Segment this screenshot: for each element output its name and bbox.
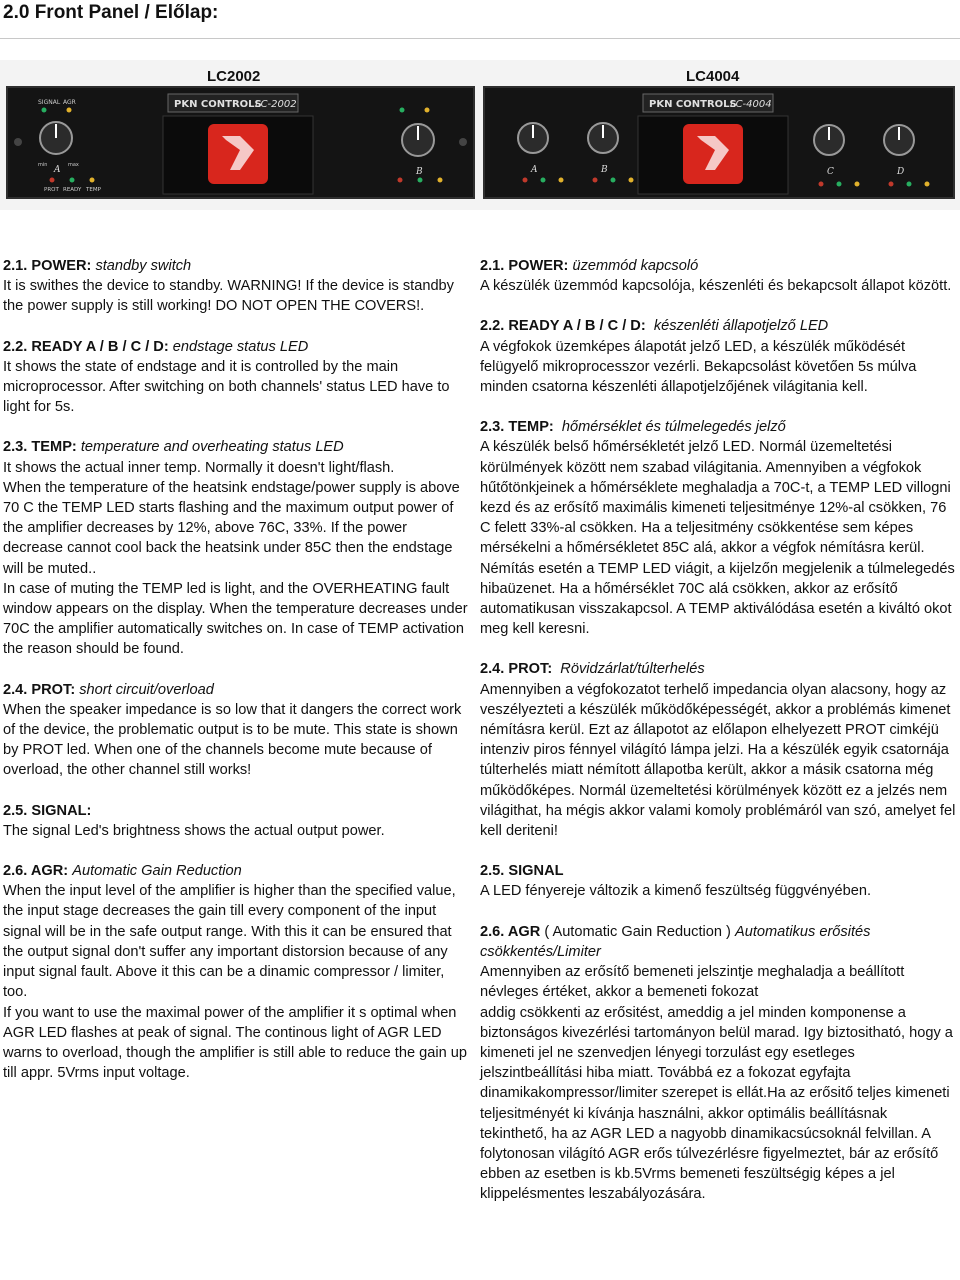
- brand-plate: PKN CONTROLS: [174, 99, 262, 110]
- channel-b-label: B: [601, 165, 608, 175]
- section-heading: 2.5. SIGNAL: [480, 863, 564, 880]
- channel-a-label: A: [54, 165, 61, 175]
- section-heading: 2.4. PROT: Rövidzárlat/túlterhelés: [480, 661, 705, 678]
- section-body: A végfokok üzemképes álapotát jelző LED, a készülék működését felügyelő mikroprocesszor vezérli. Bekapcsolást követően 5s múlva minden csatorna készenléti állapotjelzőjének világitania kell.: [480, 338, 917, 396]
- section-heading: 2.3. TEMP: hőmérséklet és túlmelegedés jelző: [480, 419, 786, 436]
- section-heading: 2.3. TEMP: temperature and overheating status LED: [3, 439, 344, 456]
- model-label-lc4004: LC4004: [686, 68, 740, 85]
- section-body: When the input level of the amplifier is higher than the specified value, the input stage decreases the gain till every component of the input signal will be in the safe output range. With this it can be ensured that the output signal don't suffer any important distorsion because of any input signal fault. Above it this can be a dinamic compressor / limiter, too.: [3, 883, 456, 1001]
- agr-led: [67, 108, 72, 113]
- section-heading: 2.2. READY A / B / C / D: készenléti állapotjelző LED: [480, 318, 829, 335]
- section-body: A készülék üzemmód kapcsolója, készenléti és bekapcsolt állapot között.: [480, 278, 952, 295]
- section-body: A LED fényereje változik a kimenő feszültség függvényében.: [480, 883, 872, 900]
- ready-label: READY: [63, 187, 82, 193]
- section-body: A készülék belső hőmérsékletét jelző LED. Normál üzemeltetési körülmények között nem szabad világitania. Amennyiben a végfokok hűtőtönkjeinek a hőmérséklete meghaladja a 70C-t, a TEMP LED villogni kezd és az erősítő maximális kimeneti teljesitménye 12%-al csökken, 76 C felett 33%-al csökken. Ha a teljesitmény csökkentése sem képes mérsékelni a hőmérsékletet 85C alá, akkor a végfok némításra kerül. Némítás esetén a TEMP LED viágit, a kijelzőn megjelenik a túlmelegedés hibaüzenet. Ha a hőmérséklet 70C alá csökken, akkor az erősítő automatikusan visszakapcsol. A TEMP aktiválódása esetén a kiváltó okot meg kell keresni.: [480, 439, 955, 638]
- section-body: addig csökkenti az erősitést, ameddig a jel minden komponense a biztonságos kivezérlési tartományon belül marad. Igy biztositható, hogy a kimeneti jel ne szenvedjen lényegi torzulást egy esetleges jelszintbeállítási hiba miatt. Továbbá ez a fokozat egyfajta dinamikakompressor/limiter szerepet is ellát.Ha az erősitő teljes kimeneti teljesitményét ki kívánja használni, akkor optimális beállításnak tekinthető, ha az AGR LED a nagyobb dinamikacsúcsoknál felvillan. A folytonosan világító AGR erős túlvezérlésre figyelmeztet, bár az erősítő ebben az esetben is kb.5Vrms bemeneti feszültségig képes a jel klippelésmentes leszabályozására.: [480, 1004, 953, 1203]
- temp-label: TEMP: [86, 187, 101, 193]
- section-body: The signal Led's brightness shows the actual output power.: [3, 822, 385, 839]
- channel-c-label: C: [827, 167, 834, 177]
- knob-min-label: min: [38, 162, 48, 168]
- section-heading: 2.4. PROT: short circuit/overload: [3, 681, 214, 698]
- section-body: In case of muting the TEMP led is light, and the OVERHEATING fault window appears on the display. When the temperature decreases under 70C the amplifier automatically switches on. In case of TEMP activation the reason should be found.: [3, 580, 468, 658]
- channel-d-label: D: [897, 167, 905, 177]
- brand-plate: PKN CONTROLS: [649, 99, 737, 110]
- panel-screw-right: [459, 138, 467, 146]
- lc2002-front-panel: [6, 86, 475, 199]
- section-heading: 2.5. SIGNAL:: [3, 802, 92, 819]
- knob-max-label: max: [68, 162, 79, 168]
- section-body: If you want to use the maximal power of the amplifier it s optimal when AGR LED flashes at peak of signal. The continous light of AGR LED warns to overload, though the amplifier is still able to reduce the gain up till appr. 5Vrms input voltage.: [3, 1004, 468, 1082]
- model-label-lc2002: LC2002: [207, 68, 261, 85]
- section-body: It shows the actual inner temp. Normally it doesn't light/flash.: [3, 459, 395, 476]
- section-heading: 2.2. READY A / B / C / D: endstage status LED: [3, 338, 309, 355]
- english-column: [3, 256, 471, 1083]
- page-title: 2.0 Front Panel / Előlap:: [3, 2, 219, 23]
- section-body: Amennyiben a végfokozatot terhelő impedancia olyan alacsony, hogy az veszélyezteti a készülék működőképességét, akkor a problémás kimenet némításra kerül. Ezt az állapotot az előlapon elhelyezett PROT cimkéjü intenziv piros fénnyel világító lámpa jelzi. Ha a készülék egyik csatornája túlterhelés miatt némított állapotba került, akkor a másik csatorna még működőképes. Normál üzemeltetési körülmények között ez a jelzés nem világithat, ha mégis akkor valami komoly problémáról van szó, amelyet fel kell deriteni!: [480, 681, 956, 840]
- section-body: It shows the state of endstage and it is controlled by the main microprocessor. After switching on both channels' status LED have to light for 5s.: [3, 358, 450, 416]
- lc4004-front-panel: [483, 86, 955, 199]
- section-body: Amennyiben az erősítő bemeneti jelszintje meghaladja a beállított névleges értéket, akkor a bemeneti fokozat: [480, 964, 905, 1001]
- channel-b-label: B: [416, 167, 423, 177]
- hungarian-column: [480, 256, 958, 1205]
- channel-a-label: A: [531, 165, 538, 175]
- agr-label: AGR: [63, 99, 76, 106]
- signal-label: SIGNAL: [38, 99, 61, 106]
- model-plate: LC-2002: [255, 99, 297, 110]
- prot-label: PROT: [44, 187, 59, 193]
- section-heading: 2.1. POWER: standby switch: [3, 258, 192, 274]
- model-plate: LC-4004: [730, 99, 772, 110]
- section-body: When the speaker impedance is so low that it dangers the correct work of the device, the problematic output is to be mute. This state is shown by PROT led. When one of the channels become mute because of overload, the other channel still works!: [3, 701, 462, 779]
- section-heading: 2.6. AGR ( Automatic Gain Reduction ) Automatikus erősités csökkentés/Limiter: [480, 923, 871, 960]
- section-body: When the temperature of the heatsink endstage/power supply is above 70 C the TEMP LED starts flashing and the maximum output power of the amplifier decreases by 12%, above 76C, 33%. If the power decrease cannot cool back the heatsink under 85C then the endstage will be muted..: [3, 479, 460, 577]
- section-body: It is swithes the device to standby. WARNING! If the device is standby the power supply is still working! DO NOT OPEN THE COVERS!.: [3, 278, 454, 315]
- signal-led: [42, 108, 47, 113]
- title-divider: [0, 38, 960, 39]
- section-heading: 2.6. AGR: Automatic Gain Reduction: [3, 863, 242, 880]
- panel-screw-left: [14, 138, 22, 146]
- section-heading: 2.1. POWER: üzemmód kapcsoló: [480, 258, 699, 274]
